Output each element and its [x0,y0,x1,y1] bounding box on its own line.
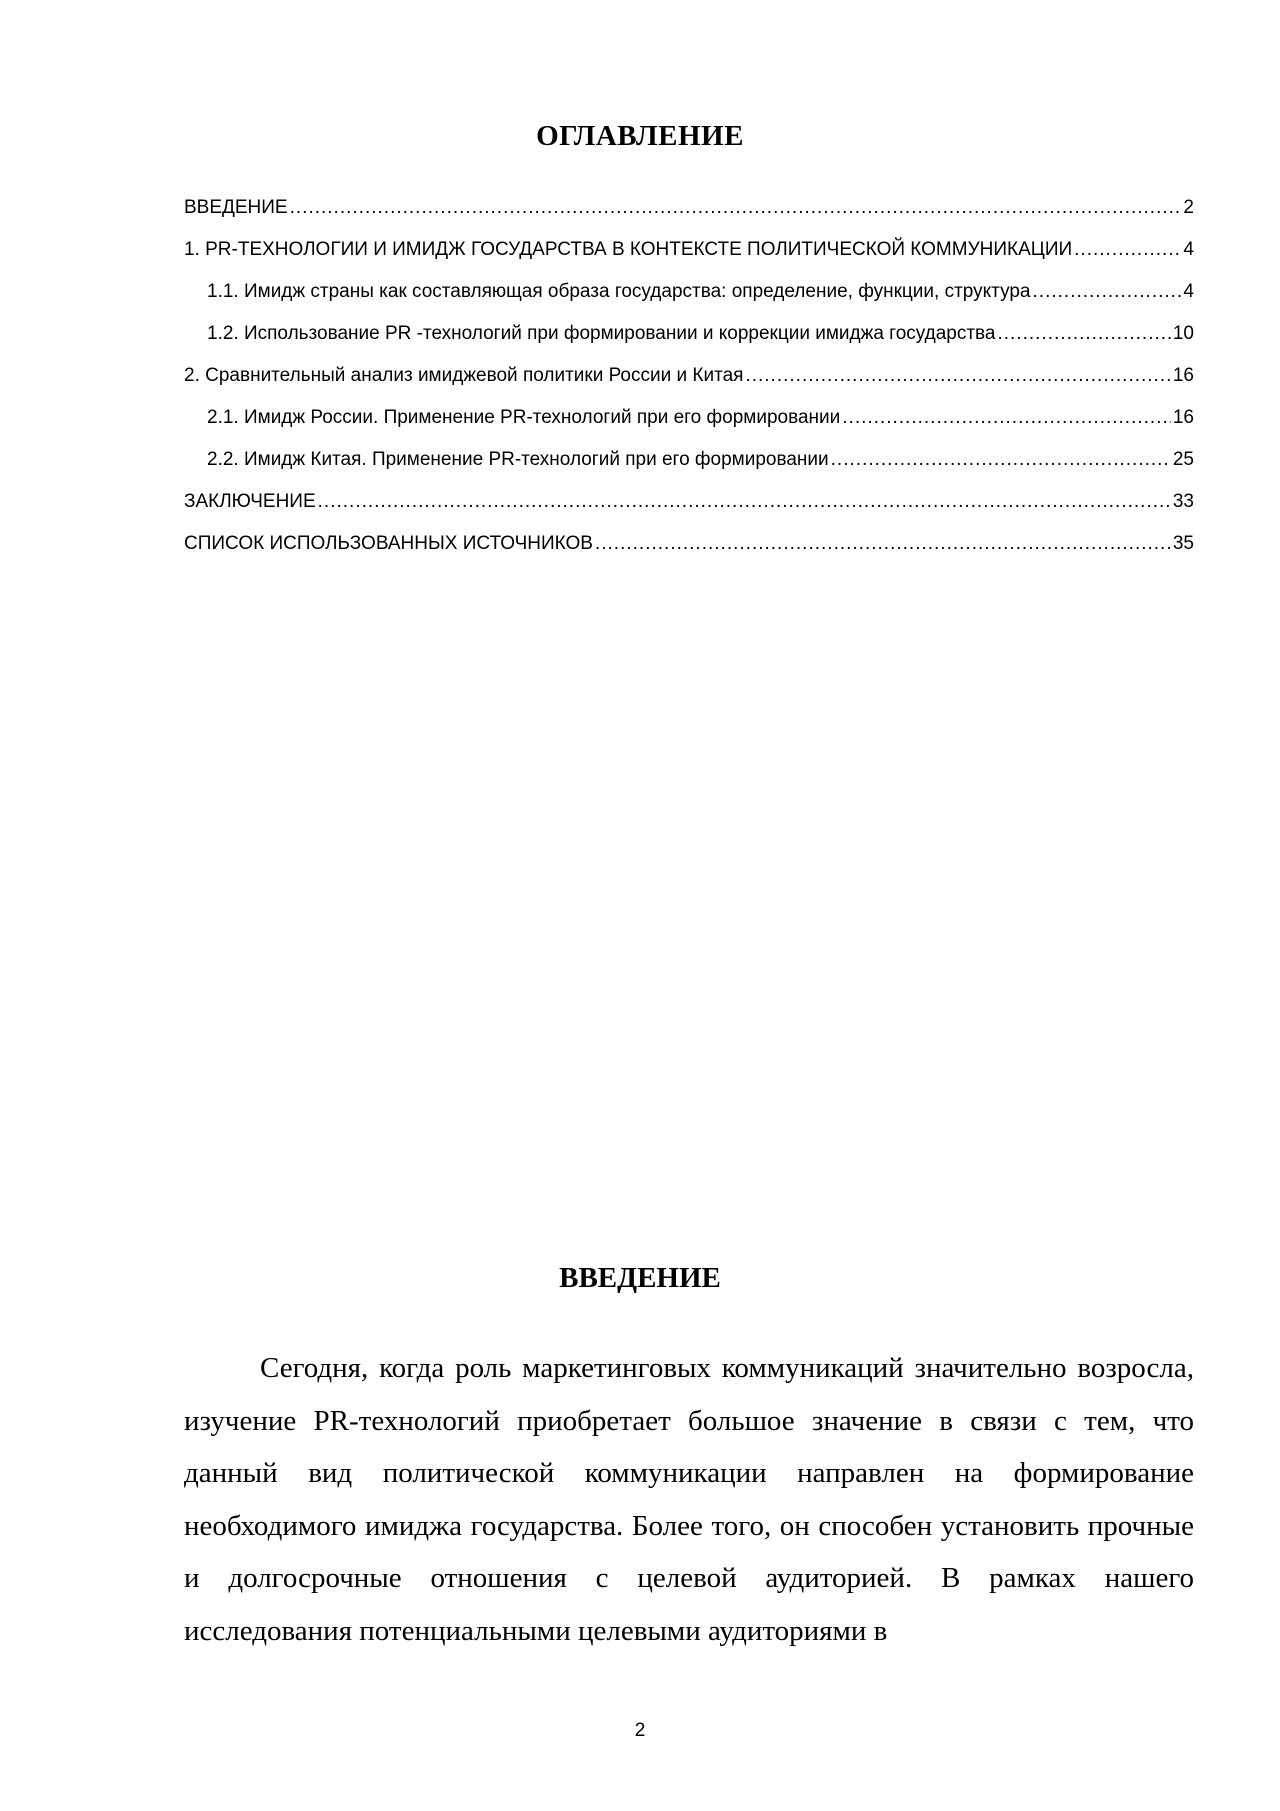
table-of-contents [184,194,1194,572]
toc-entry-page: 4 [1183,281,1194,302]
toc-entry[interactable] [184,194,1194,236]
introduction-paragraph: Сегодня, когда роль маркетинговых коммуникаций значительно возросла, изучение PR-технологий приобретает большое значение в связи с тем, что данный вид политической коммуникации направлен на формирование необходимого имиджа государства. Более того, он способен установить прочные и долгосрочные отношения с целевой аудиторией. В рамках нашего исследования потенциальными целевыми аудиториями в [184,1352,1194,1647]
toc-entry-page: 16 [1172,365,1194,386]
toc-entry[interactable] [184,446,1194,488]
introduction-heading: ВВЕДЕНИЕ [559,1262,721,1294]
toc-entry[interactable] [184,320,1194,362]
toc-entry-page: 33 [1172,491,1194,512]
toc-leader-dots [831,446,1171,474]
toc-entry-text: 1.1. Имидж страны как составляющая образа государства: определение, функции, структура [207,281,1031,302]
toc-entry[interactable] [184,278,1194,320]
toc-entry[interactable] [184,404,1194,446]
toc-entry-text: СПИСОК ИСПОЛЬЗОВАННЫХ ИСТОЧНИКОВ [184,533,593,554]
toc-leader-dots [1074,236,1181,264]
toc-leader-dots [290,194,1182,222]
toc-leader-dots [1033,278,1182,306]
page-number: 2 [634,1720,646,1741]
toc-entry-text: 1.2. Использование PR -технологий при формировании и коррекции имиджа государства [207,323,996,344]
toc-leader-dots [998,320,1171,348]
toc-entry[interactable] [184,530,1194,572]
toc-entry-page: 35 [1172,533,1194,554]
toc-entry-text: ЗАКЛЮЧЕНИЕ [184,491,316,512]
toc-entry-page: 4 [1183,239,1194,260]
toc-leader-dots [318,488,1171,516]
toc-leader-dots [842,404,1171,432]
toc-entry-page: 2 [1183,197,1194,218]
toc-title: ОГЛАВЛЕНИЕ [536,120,744,152]
toc-entry-page: 16 [1172,407,1194,428]
toc-entry-text: 2. Сравнительный анализ имиджевой политики России и Китая [184,365,744,386]
toc-entry-text: 1. PR-ТЕХНОЛОГИИ И ИМИДЖ ГОСУДАРСТВА В КОНТЕКСТЕ ПОЛИТИЧЕСКОЙ КОММУНИКАЦИИ [184,239,1073,260]
toc-entry-page: 25 [1172,449,1194,470]
toc-leader-dots [745,362,1170,390]
toc-leader-dots [595,530,1171,558]
toc-entry-page: 10 [1172,323,1194,344]
toc-entry[interactable] [184,488,1194,530]
toc-entry-text: 2.1. Имидж России. Применение PR-технологий при его формировании [207,407,841,428]
toc-entry-text: 2.2. Имидж Китая. Применение PR-технологий при его формировании [207,449,829,470]
toc-entry-text: ВВЕДЕНИЕ [184,197,288,218]
toc-entry[interactable] [184,236,1194,278]
toc-entry[interactable] [184,362,1194,404]
